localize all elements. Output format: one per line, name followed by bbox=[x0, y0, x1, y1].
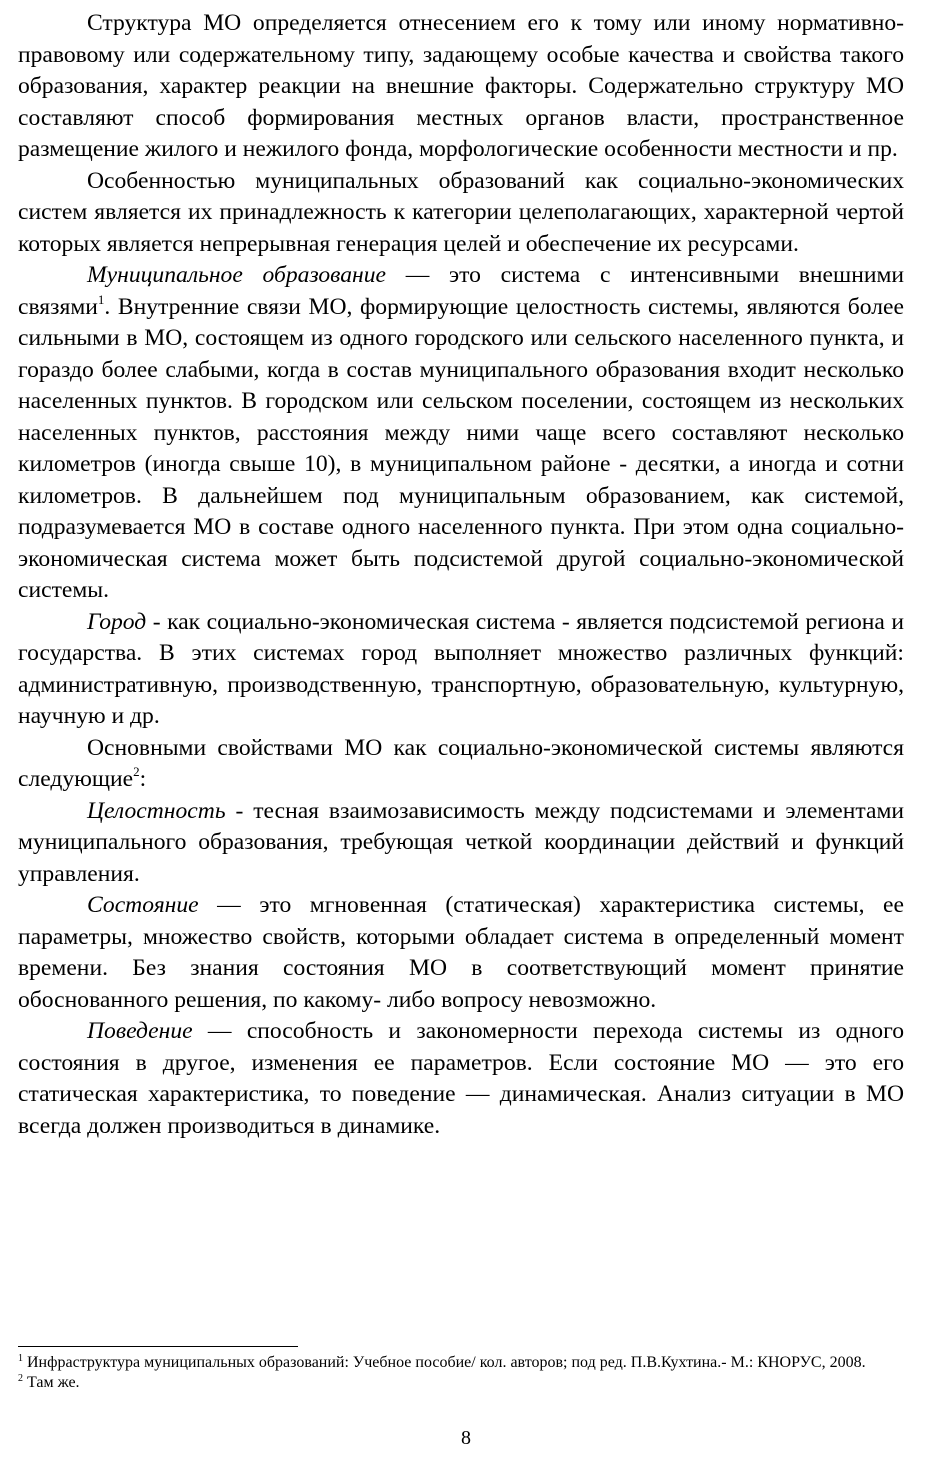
main-text bbox=[18, 8, 904, 1142]
paragraph bbox=[18, 890, 904, 1016]
footnotes bbox=[18, 1353, 918, 1393]
paragraph bbox=[18, 796, 904, 891]
paragraph bbox=[18, 1016, 904, 1142]
footnote-text: Там же. bbox=[23, 1374, 80, 1391]
footnote-text: Инфраструктура муниципальных образований: Учебное пособие/ кол. авторов; под ред. П.В.Кухтина.- М.: КНОРУС, 2008. bbox=[23, 1354, 866, 1371]
text-run: — это система с интенсивными внешними связями bbox=[18, 262, 905, 320]
text-run: — это мгновенная (статическая) характеристика системы, ее параметры, множество свойств, которыми обладает система в определенный момент времени. Без знания состояния МО в соответствующий момент принятие обоснованного решения, по какому- либо вопросу невозможно. bbox=[18, 892, 904, 1013]
footnote-separator bbox=[18, 1346, 298, 1347]
text-run: Структура МО определяется отнесением его к тому или иному нормативно-правовому или содержательному типу, задающему особые качества и свойства такого образования, характер реакции на внешние факторы. Содержательно структуру МО составляют способ формирования местных органов власти, пространственное размещение жилого и нежилого фонда, морфологические особенности местности и пр. bbox=[18, 10, 904, 162]
italic-term: Город bbox=[87, 608, 147, 635]
paragraph bbox=[18, 8, 904, 166]
text-run: Особенностью муниципальных образований как социально-экономических систем является их принадлежность к категории целеполагающих, характерной чертой которых является непрерывная генерация целей и обеспечение их ресурсами. bbox=[18, 167, 904, 257]
text-run: - как социально-экономическая система - является подсистемой региона и государства. В этих системах город выполняет множество различных функций: административную, производственную, транспортную, образовательную, культурную, научную и др. bbox=[18, 608, 904, 729]
text-run: . Внутренние связи МО, формирующие целостность системы, являются более сильными в МО, состоящем из одного городского или сельского населенного пункта, и гораздо более слабыми, когда в состав муниципального образования входит несколько населенных пунктов. В городском или сельском поселении, состоящем из нескольких населенных пунктов, расстояния между ними чаще всего составляют несколько километров (иногда свыше 10), в муниципальном районе - десятки, а иногда и сотни километров. В дальнейшем под муниципальным образованием, как системой, подразумевается МО в составе одного населенного пункта. При этом одна социально-экономическая система может быть подсистемой другой социально-экономической системы. bbox=[18, 293, 904, 603]
italic-term: Муниципальное образование bbox=[87, 262, 387, 288]
text-run: Основными свойствами МО как социально-экономической системы являются следующие bbox=[18, 734, 904, 792]
footnote bbox=[18, 1373, 918, 1393]
footnote-reference: 2 bbox=[133, 764, 140, 779]
footnote-marker: 1 bbox=[18, 1353, 23, 1364]
footnote bbox=[18, 1353, 918, 1373]
paragraph bbox=[18, 733, 904, 796]
page-number: 8 bbox=[461, 1427, 471, 1449]
paragraph bbox=[18, 166, 904, 261]
text-run: - тесная взаимозависимость между подсистемами и элементами муниципального образования, требующая четкой координации действий и функций управления. bbox=[18, 797, 904, 887]
text-run: : bbox=[139, 766, 147, 792]
text-run: — способность и закономерности перехода системы из одного состояния в другое, изменения ее параметров. Если состояние МО — это его статическая характеристика, то поведение — динамическая. Анализ ситуации в МО всегда должен производиться в динамике. bbox=[18, 1018, 904, 1139]
italic-term: Целостность bbox=[87, 797, 226, 824]
footnote-reference: 1 bbox=[97, 291, 105, 307]
italic-term: Поведение bbox=[87, 1018, 193, 1044]
footnote-marker: 2 bbox=[18, 1373, 23, 1384]
paragraph bbox=[18, 607, 904, 733]
paragraph bbox=[18, 260, 904, 607]
italic-term: Состояние bbox=[87, 892, 199, 918]
